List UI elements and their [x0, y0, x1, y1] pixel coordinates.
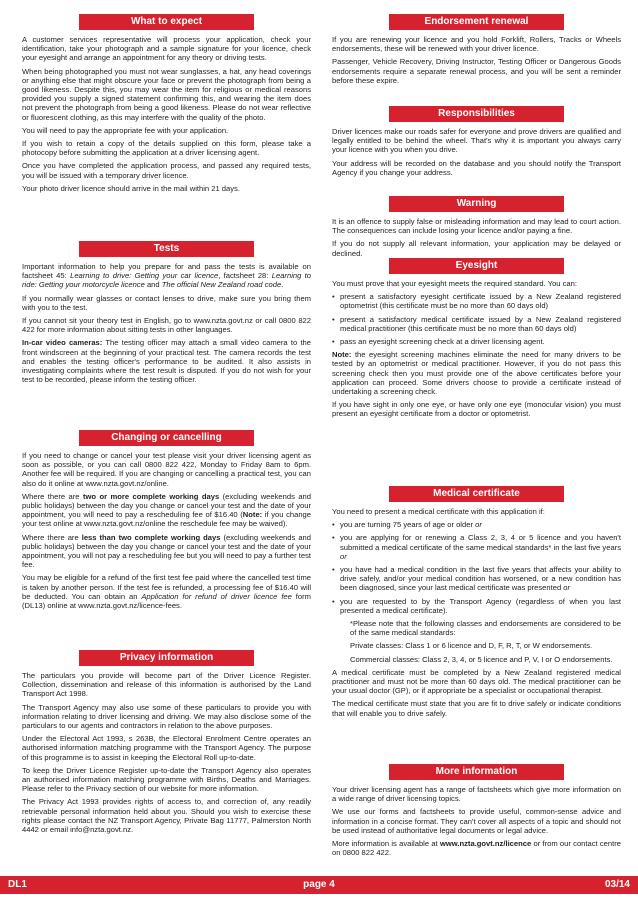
list-item: • present a satisfactory medical certificate issued by a New Zealand registered medical practitioner (this certificate must be no more than 60 days old) — [332, 314, 621, 333]
paragraph: More information is available at www.nzta.govt.nz/licence or from our contact centre on 0800 822 422. — [332, 839, 621, 858]
note: Commercial classes: Class 2, 3, 4, or 5 licence and P, V, I or O endorsements. — [350, 654, 613, 664]
paragraph: If you wish to retain a copy of the details supplied on this form, please take a photocopy before submitting the application at a driver licensing agent. — [22, 139, 311, 158]
section-endorsement-renewal — [332, 14, 621, 89]
paragraph: Your photo driver licence should arrive in the mail within 21 days. — [22, 183, 240, 193]
paragraph: If you are renewing your licence and you hold Forklift, Rollers, Tracks or Wheels endorsements, these will be renewed with your driver licence. — [332, 35, 621, 54]
paragraph: When being photographed you must not wear sunglasses, a hat, any head coverings or anything else that might obscure your face or prevent the photograph from being a good likeness. Despite this, you may wear the item for religious or medical reasons provided you supply a signed statement confirming this, and wearing the item does not prevent the photograph from being a good likeness. Please do not wear reflective or fluorescent clothing, as this may interfere with the quality of the photo. — [22, 66, 311, 122]
page-number: page 4 — [303, 879, 335, 890]
section-privacy — [22, 650, 311, 838]
section-header: Endorsement renewal — [389, 14, 564, 30]
paragraph: Note: the eyesight screening machines eliminate the need for many drivers to be tested by an optometrist or medical practitioner. However, if you do not pass this screening check then you must provide one of the above certificates before your application can proceed. Some drivers choose to provide a certificate instead of undertaking a screening check. — [332, 350, 621, 397]
paragraph: If you need to change or cancel your test please visit your driver licensing agent as soon as possible, or you can call 0800 822 422, Monday to Friday 8am to 6pm. Another fee will be required. If you are changing or cancelling a practical test, you can also do it online at www.nzta.govt.nz/online. — [22, 451, 311, 488]
footer-bar — [0, 876, 638, 894]
list-item: • you have had a medical condition in the last five years that affects your ability to drive safely, and/or your medical condition has worsened, or a new condition has been diagnosed, since your last medical certificate was presented or — [332, 565, 621, 593]
paragraph: Important information to help you prepare for and pass the tests is available on factsheet 45: Learning to drive: Getting your car licence, factsheet 28: Learning to ride: Getting your motorcycle licence and The official New Zealand road code. — [22, 262, 312, 290]
paragraph: You will need to pay the appropriate fee with your application. — [22, 125, 229, 135]
section-more-information — [332, 764, 621, 861]
paragraph: We use our forms and factsheets to provide useful, common-sense advice and information in a concise format. They can't cover all aspects of a topic and should not be used instead of authoritative legal documents or legal advice. — [332, 807, 621, 835]
section-header: Warning — [389, 196, 564, 212]
section-warning — [332, 196, 621, 262]
paragraph: In-car video cameras: The testing officer may attach a small video camera to the front windscreen at the beginning of your practical test. The camera records the test and enables the testing officer's performance to be audited. It also assists in investigating complaints where the test result is disputed. If you do not wish for your test to be recorded, please inform the testing officer. — [22, 338, 311, 385]
section-header: Privacy information — [79, 650, 254, 666]
section-header: Medical certificate — [389, 486, 564, 502]
section-medical-certificate — [332, 486, 621, 722]
paragraph: A customer services representative will process your application, check your identification, take your photograph and a sample signature for your licence, check your eyesight and arrange an appointment for any theory or driving tests. — [22, 35, 311, 63]
section-header: Eyesight — [389, 258, 564, 274]
form-code: DL1 — [8, 879, 27, 890]
paragraph: You may be eligible for a refund of the first test fee paid where the cancelled test time is taken by another person. If the test fee is refunded, a processing fee of $16.40 will be deducted. You can obtain an Application for refund of driver licence fee form (DL13) online at www.nzta.govt.nz/licence-fees. — [22, 573, 311, 611]
paragraph: Under the Electoral Act 1993, s 263B, the Electoral Enrolment Centre operates an authorised information matching programme with the Transport Agency. The purpose of this programme is to assist in keeping the Electoral Roll up-to-date. — [22, 734, 311, 762]
section-header: Responsibilities — [389, 106, 564, 122]
paragraph: You need to present a medical certificate with this application if: — [332, 507, 545, 516]
section-header: Changing or cancelling — [79, 430, 254, 446]
paragraph: The medical certificate must state that you are fit to drive safely or indicate conditions that will enable you to drive safely. — [332, 699, 621, 718]
paragraph: The Transport Agency may also use some of these particulars to provide you with information relating to driver licensing and driving. We may also disclose some of the particulars to our agents and contractors in relation to the above purposes. — [22, 702, 311, 731]
paragraph: To keep the Driver Licence Register up-to-date the Transport Agency also operates an authorised information matching programme with Births, Deaths and Marriages. Please refer to the Privacy section of our website for more information. — [22, 765, 311, 794]
list-item: • present a satisfactory eyesight certificate issued by a New Zealand registered optometrist (this certificate must be no more than 60 days old) — [332, 292, 621, 311]
list-item: • pass an eyesight screening check at a driver licensing agent. — [332, 337, 545, 347]
paragraph: Driver licences make our roads safer for everyone and prove drivers are qualified and legally entitled to be behind the wheel. That's why it is important you always carry your licence with you when you drive. — [332, 127, 621, 155]
list-item: • you are requested to by the Transport Agency (regardless of when you last presented a medical certificate). — [332, 596, 621, 615]
paragraph: If you cannot sit your theory test in English, go to www.nzta.govt.nz or call 0800 822 422 for more information about sitting tests in other languages. — [22, 316, 311, 335]
section-eyesight — [332, 258, 621, 423]
list-item: • you are applying for or renewing a Class 2, 3, 4 or 5 licence and you haven't submitted a medical certificate of the same medical standards* in the last five years or — [332, 533, 621, 561]
section-header: More information — [389, 764, 564, 780]
paragraph: The particulars you provide will become part of the Driver Licence Register. Collection, dissemination and release of this information is authorised by the Land Transport Act 1998. — [22, 671, 311, 699]
paragraph: The Privacy Act 1993 provides rights of access to, and correction of, any readily retrievable personal information held about you. Should you wish to exercise these rights please contact the NZ Transport Agency, Private Bag 11777, Palmerston North 4442 or email info@nzta.govt.nz. — [22, 797, 311, 835]
paragraph: It is an offence to supply false or misleading information and may lead to court action. The consequences can include losing your licence and/or paying a fine. — [332, 217, 621, 236]
paragraph: If you do not supply all relevant information, your application may be delayed or declined. — [332, 239, 621, 258]
paragraph: If you normally wear glasses or contact lenses to drive, make sure you bring them with you to the test. — [22, 293, 311, 312]
section-header: Tests — [79, 241, 254, 257]
section-responsibilities — [332, 106, 621, 181]
paragraph: A medical certificate must be completed by a New Zealand registered medical practitioner and must not be more than 60 days old. The medical practitioner can be your usual doctor (GP), or if appropriate be a specialist or occupational therapist. — [332, 667, 621, 696]
paragraph: Where there are two or more complete working days (excluding weekends and public holidays) between the day you change or cancel your test and the date of your appointment, you will need to pay a rescheduling fee of $16.40 (Note: if you change your test online at www.nzta.govt.nz/online the reschedule fee may be waived). — [22, 491, 312, 529]
paragraph: If you have sight in only one eye, or have only one eye (monocular vision) you must present an eyesight certificate from a doctor or optometrist. — [332, 400, 621, 419]
note: Private classes: Class 1 or 6 licence and D, F, R, T, or W endorsements. — [350, 641, 593, 651]
section-tests — [22, 241, 311, 388]
paragraph: Your driver licensing agent has a range of factsheets which give more information on a wide range of driver licensing topics. — [332, 785, 621, 804]
list-item: • you are turning 75 years of age or older or — [332, 520, 482, 530]
paragraph: Once you have completed the application process, and passed any required tests, you will be issued with a temporary driver licence. — [22, 161, 311, 180]
paragraph: Your address will be recorded on the database and you should notify the Transport Agency if you change your address. — [332, 158, 621, 177]
paragraph: Passenger, Vehicle Recovery, Driving Instructor, Testing Officer or Dangerous Goods endorsements require a separate renewal process, and you will be sent a reminder before these expire. — [332, 57, 621, 85]
section-changing-cancelling — [22, 430, 311, 614]
section-header: What to expect — [79, 14, 254, 30]
paragraph: Where there are less than two complete working days (excluding weekends and public holidays) between the day you change or cancel your test and the date of your appointment, you will not pay a rescheduling fee but you will need to pay a further test fee. — [22, 532, 311, 570]
form-date: 03/14 — [604, 879, 630, 890]
section-what-to-expect — [22, 14, 311, 197]
note: *Please note that the following classes and endorsements are considered to be of the same medical standards: — [350, 619, 621, 638]
paragraph: You must prove that your eyesight meets the required standard. You can: — [332, 279, 577, 288]
